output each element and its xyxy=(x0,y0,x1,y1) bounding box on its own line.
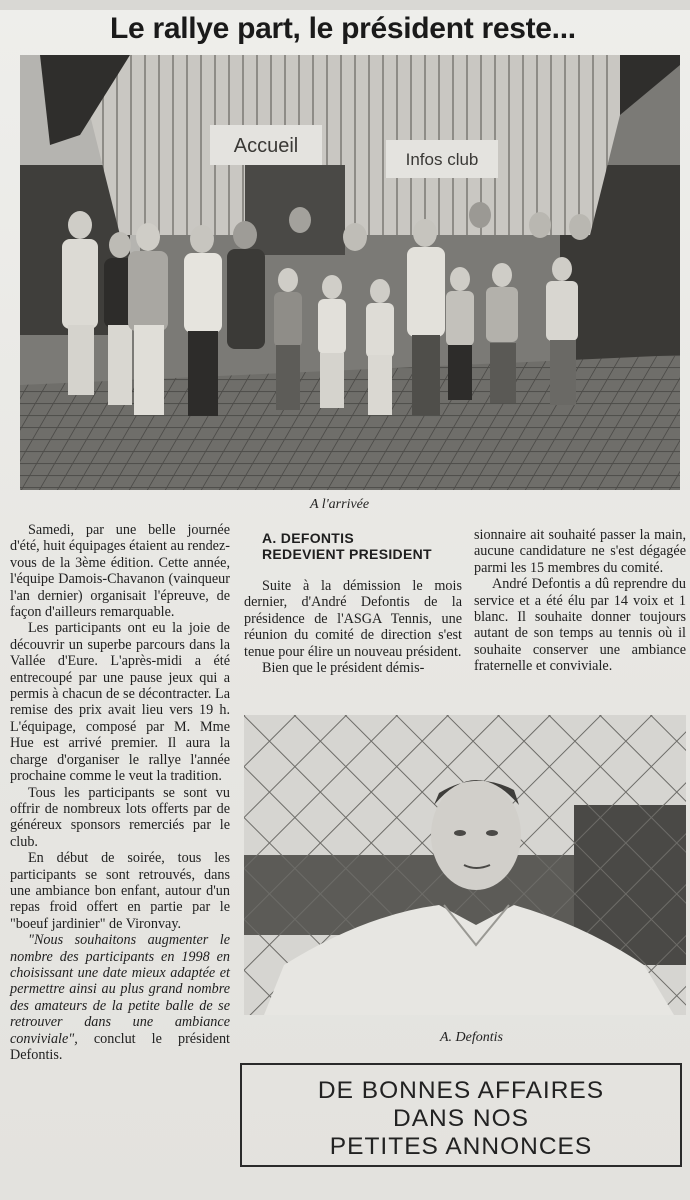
portrait-caption: A. Defontis xyxy=(440,1030,503,1045)
classifieds-ad-box xyxy=(240,1063,682,1167)
col3-paragraph-2: André Defontis a dû reprendre du service et a été élu par 14 voix et 1 blanc. Il souhaite donner toujours autant de son temps au tennis où il souhaite conserver une ambiance fraternelle et conviviale. xyxy=(474,576,686,675)
col1-paragraph-5 xyxy=(10,932,230,1063)
ad-line-1: DE BONNES AFFAIRES xyxy=(317,1077,605,1104)
previous-headline-strip xyxy=(0,0,690,10)
col1-paragraph-1: Samedi, par une belle journée d'été, huit équipages étaient au rendez-vous de la 3ème édition. Cette année, l'équipe Damois-Chavanon (vainqueur l'an dernier) organisait l'épreuve, de façon d'ailleurs remarquable. xyxy=(10,522,230,621)
subhead-line-1: A. DEFONTIS xyxy=(262,530,354,546)
president-quote: "Nous souhaitons augmenter le nombre des participants en 1998 en choisissant une date mieux adaptée et permettre ainsi au plus grand nombre des amateurs de la petite balle de se retrouver dans une ambiance conviviale", xyxy=(10,932,230,1047)
col2-paragraph-2: Bien que le président démis- xyxy=(262,660,425,677)
group-photo-caption: A l'arrivée xyxy=(310,497,370,512)
page-title: Le rallye part, le président reste... xyxy=(110,12,576,45)
article-column-1 xyxy=(10,522,230,1063)
article-column-2 xyxy=(244,578,462,676)
portrait-photo xyxy=(244,715,686,1015)
sign-accueil: Accueil xyxy=(233,135,299,157)
group-photo xyxy=(20,55,680,490)
col3-paragraph-1: sionnaire ait souhaité passer la main, aucune candidature ne s'est dégagée parmi les 15 membres du comité. xyxy=(474,527,686,576)
ad-line-3: PETITES ANNONCES xyxy=(329,1133,593,1160)
col1-paragraph-4: En début de soirée, tous les participants se sont retrouvés, dans une ambiance bon enfant, autour d'un repas froid offert en partie par le "boeuf jardinier" de Vironvay. xyxy=(10,850,230,932)
ad-line-2: DANS NOS xyxy=(393,1105,529,1132)
subhead-line-2: REDEVIENT PRESIDENT xyxy=(262,546,432,562)
section-subhead xyxy=(262,530,462,562)
article-column-3 xyxy=(474,527,686,675)
portrait-photo-illustration xyxy=(244,715,686,1015)
col2-paragraph-1: Suite à la démission le mois dernier, d'André Defontis de la présidence de l'ASGA Tennis, une réunion du comité de direction s'est tenue pour élire un nouveau président. xyxy=(244,578,462,660)
sign-infos-club: Infos club xyxy=(405,150,479,169)
group-photo-illustration xyxy=(20,55,680,490)
col1-paragraph-2: Les participants ont eu la joie de découvrir un superbe parcours dans la Vallée d'Eure. L'après-midi a été entrecoupé par une pause jeux qui a permis à chacun de se décontracter. La remise des prix avait lieu vers 19 h. L'équipage, composé par M. Mme Hue est arrivé premier. Il aura la charge d'organiser le rallye l'année prochaine comme le veut la tradition. xyxy=(10,620,230,785)
col1-paragraph-3: Tous les participants se sont vu offrir de nombreux lots offerts par de généreux sponsors remerciés par le club. xyxy=(10,784,230,850)
quote-attribution: conclut le président Defontis. xyxy=(10,1030,230,1063)
